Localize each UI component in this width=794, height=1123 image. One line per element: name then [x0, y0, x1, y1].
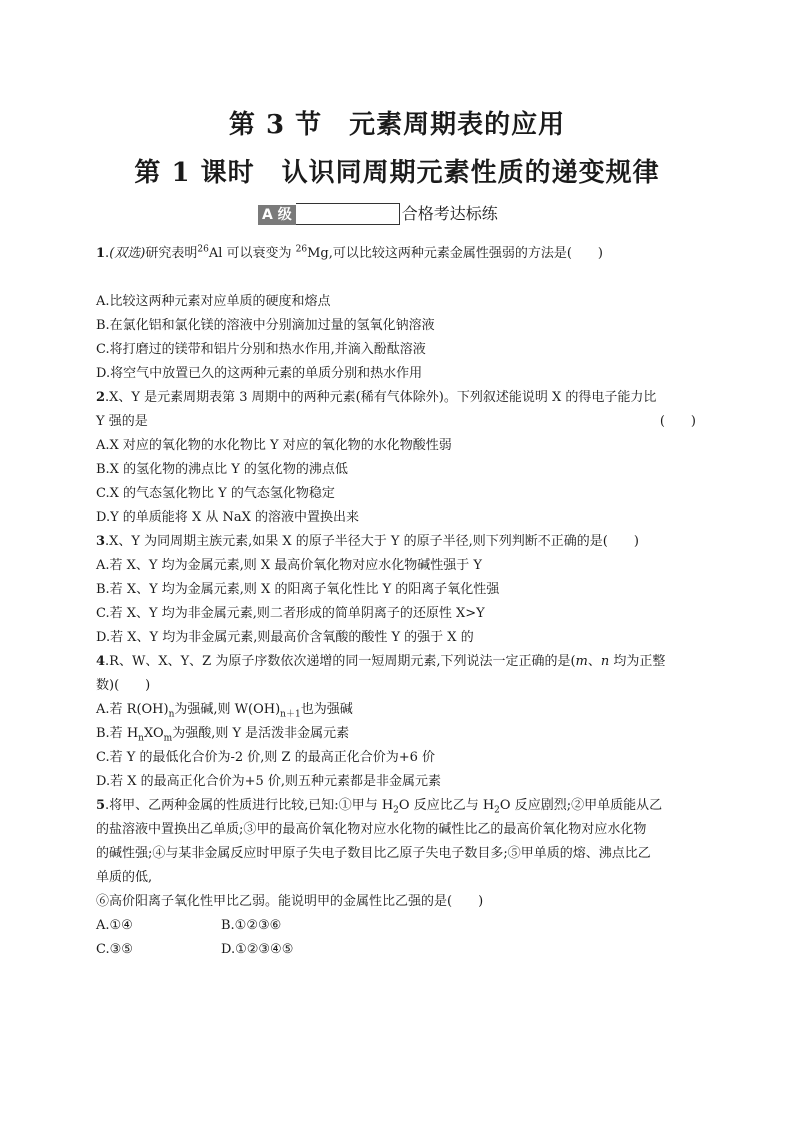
question-number: 4: [96, 654, 106, 669]
option: D.若 X 的最高正化合价为+5 价,则五种元素都是非金属元素: [96, 774, 442, 789]
level-blank-box: [296, 203, 400, 225]
section-title: 第 3 节 元素周期表的应用: [228, 110, 566, 140]
option: A.①④: [96, 918, 133, 933]
option: C.X 的气态氢化物比 Y 的气态氢化物稳定: [96, 486, 335, 501]
option: B.X 的氢化物的沸点比 Y 的氢化物的沸点低: [96, 462, 348, 477]
option: B.在氯化铝和氯化镁的溶液中分别滴加过量的氢氧化钠溶液: [96, 318, 435, 333]
question-number: 5: [96, 798, 106, 813]
lesson-title: 第 1 课时 认识同周期元素性质的递变规律: [134, 158, 660, 188]
question-4-stem: 4.R、W、X、Y、Z 为原子序数依次递增的同一短周期元素,下列说法一定正确的是(m、n 均为正整: [96, 654, 666, 669]
option: C.若 X、Y 均为非金属元素,则二者形成的简单阴离子的还原性 X>Y: [96, 606, 485, 621]
level-text: 合格考达标练: [401, 204, 498, 223]
option-row: [96, 938, 706, 962]
question-5-stem-cont: 单质的低,: [96, 870, 153, 885]
option: C.将打磨过的镁带和铝片分别和热水作用,并滴入酚酞溶液: [96, 342, 426, 357]
question-5-stem-cont: 的碱性强;④与某非金属反应时甲原子失电子数目比乙原子失电子数目多;⑤甲单质的熔、沸点比乙: [96, 846, 651, 861]
option: C.③⑤: [96, 942, 133, 957]
option: B.若 X、Y 均为金属元素,则 X 的阳离子氧化性比 Y 的阳离子氧化性强: [96, 582, 500, 597]
question-5-stem-cont: 的盐溶液中置换出乙单质;③甲的最高价氧化物对应水化物的碱性比乙的最高价氧化物对应水化物: [96, 822, 647, 837]
option: D.将空气中放置已久的这两种元素的单质分别和热水作用: [96, 366, 423, 381]
level-tag: A 级: [258, 205, 296, 225]
question-5-stem: 5.将甲、乙两种金属的性质进行比较,已知:①甲与 $H_2O$ 反应比乙与 $H_2O$ 反应剧烈;②甲单质能从乙: [96, 798, 663, 816]
option: A.比较这两种元素对应单质的硬度和熔点: [96, 294, 331, 309]
option: D.Y 的单质能将 X 从 NaX 的溶液中置换出来: [96, 510, 359, 525]
question-2-stem-cont: Y 强的是 ( ): [96, 410, 706, 434]
question-2-stem: 2.X、Y 是元素周期表第 3 周期中的两种元素(稀有气体除外)。下列叙述能说明 X 的得电子能力比: [96, 390, 657, 405]
question-list: [96, 242, 706, 962]
question-tag: (双选): [109, 246, 146, 261]
option: B.①②③⑥: [221, 918, 282, 933]
option: D.①②③④⑤: [221, 942, 294, 957]
question-3-stem: 3.X、Y 为同周期主族元素,如果 X 的原子半径大于 Y 的原子半径,则下列判断不正确的是( ): [96, 534, 639, 549]
option-row: [96, 914, 706, 938]
question-4-stem-cont: 数)( ): [96, 678, 151, 693]
answer-paren: ( ): [659, 414, 696, 429]
option: B.若 $H_nXO_m$为强酸,则 Y 是活泼非金属元素: [96, 726, 350, 744]
question-number: 1: [96, 246, 106, 261]
spacer: [96, 266, 706, 290]
option: A.X 对应的氧化物的水化物比 Y 对应的氧化物的水化物酸性弱: [96, 438, 452, 453]
level-banner: [258, 199, 498, 225]
question-number: 3: [96, 534, 106, 549]
option: D.若 X、Y 均为非金属元素,则最高价含氧酸的酸性 Y 的强于 X 的: [96, 630, 474, 645]
option: A.若 $R(OH)_n$为强碱,则 $W(OH)_{n+1}$也为强碱: [96, 702, 353, 720]
option: A.若 X、Y 均为金属元素,则 X 最高价氧化物对应水化物碱性强于 Y: [96, 558, 482, 573]
option: C.若 Y 的最低化合价为-2 价,则 Z 的最高正化合价为+6 价: [96, 750, 435, 765]
question-5-stem-cont: ⑥高价阳离子氧化性甲比乙弱。能说明甲的金属性比乙强的是( ): [96, 894, 484, 909]
question-number: 2: [96, 390, 106, 405]
question-1-stem: 1.(双选)研究表明$^{26}$Al 可以衰变为 $^{26}$Mg,可以比较这两种元素金属性强弱的方法是( ): [96, 244, 603, 261]
